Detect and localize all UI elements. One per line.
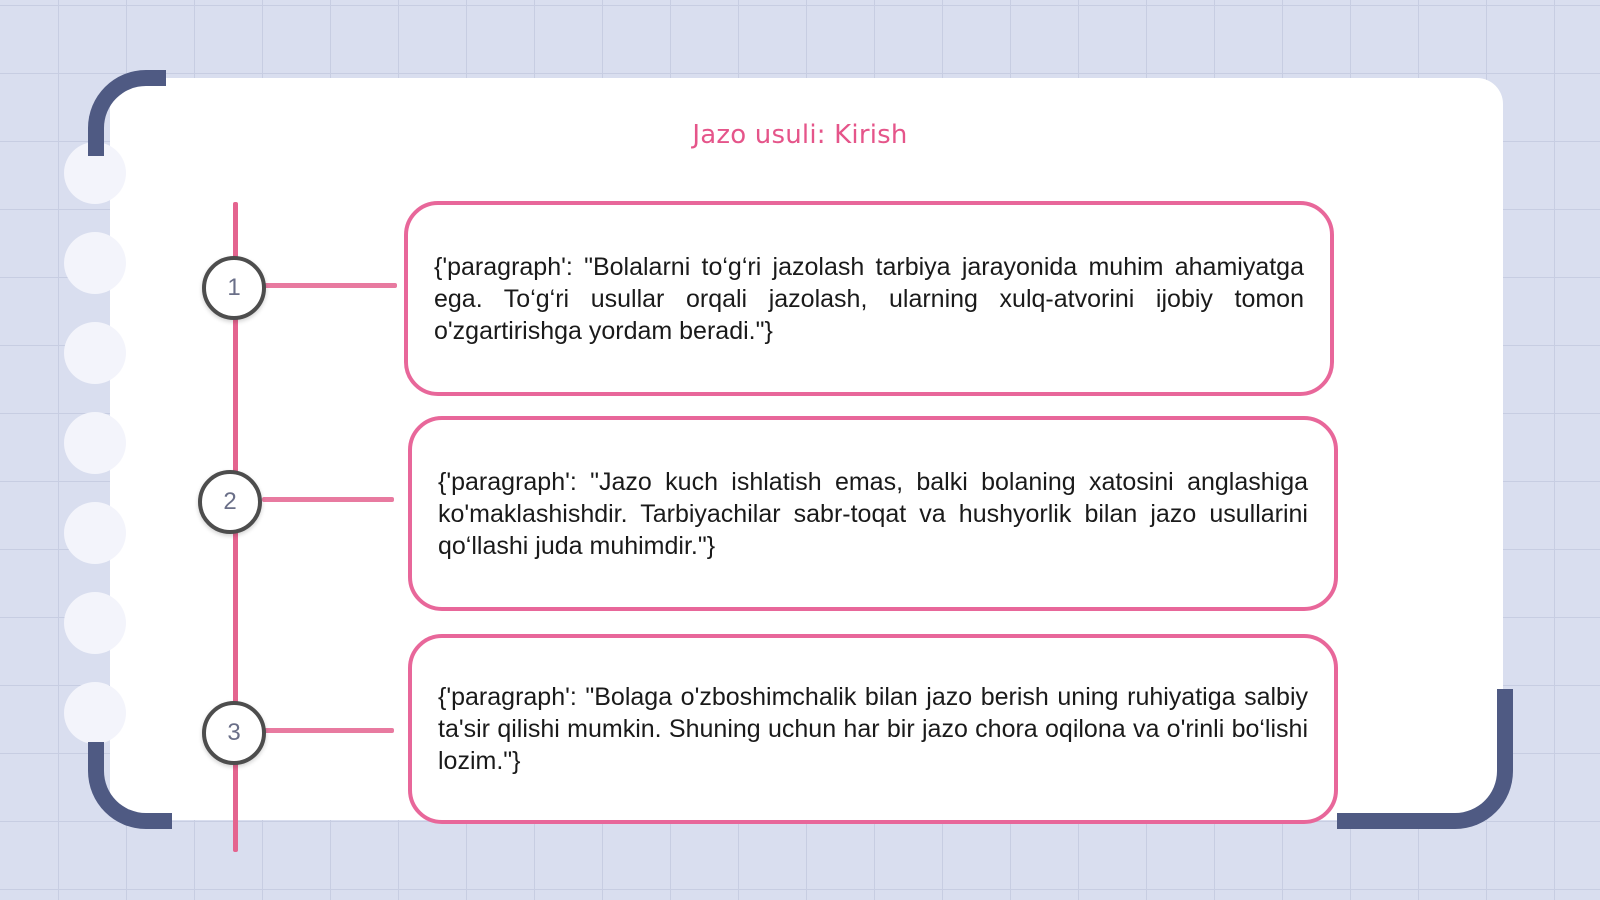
timeline-connector [264, 728, 394, 733]
step-text: {'paragraph': "Bolaga o'zboshimchalik bilan jazo berish uning ruhiyatiga salbiy ta'sir qilishi mumkin. Shuning uchun har bir jazo chora oqilona va o'rinli bo‘lishi lozim."} [438, 683, 1308, 775]
page-scallop [64, 592, 126, 654]
page-scallop [64, 322, 126, 384]
page-scallop [64, 412, 126, 474]
timeline-connector [264, 283, 397, 288]
timeline-connector [262, 497, 394, 502]
step-card [408, 634, 1338, 824]
step-number-badge [202, 701, 266, 765]
step-card [404, 201, 1334, 396]
step-number: 3 [227, 719, 241, 746]
step-number: 2 [223, 488, 237, 515]
page-scallop [64, 232, 126, 294]
page-scallop [64, 682, 126, 744]
step-text: {'paragraph': "Bolalarni to‘g‘ri jazolash tarbiya jarayonida muhim ahamiyatga ega. To‘g‘ri usullar orqali jazolash, ularning xulq-atvorini ijobiy tomon o'zgartirishga yordam beradi."} [434, 252, 1304, 345]
step-number: 1 [227, 274, 241, 301]
step-number-badge [198, 470, 262, 534]
page-scallop [64, 502, 126, 564]
step-number-badge [202, 256, 266, 320]
frame-corner-bottom-right [1337, 689, 1513, 829]
frame-corner-bottom-left [88, 742, 172, 829]
slide-title: Jazo usuli: Kirish [692, 120, 908, 150]
step-text: {'paragraph': "Jazo kuch ishlatish emas, balki bolaning xatosini anglashiga ko'maklashishdir. Tarbiyachilar sabr-toqat va hushyorlik bilan jazo usullarini qo‘llashi juda muhimdir."} [438, 467, 1308, 560]
step-card [408, 416, 1338, 611]
